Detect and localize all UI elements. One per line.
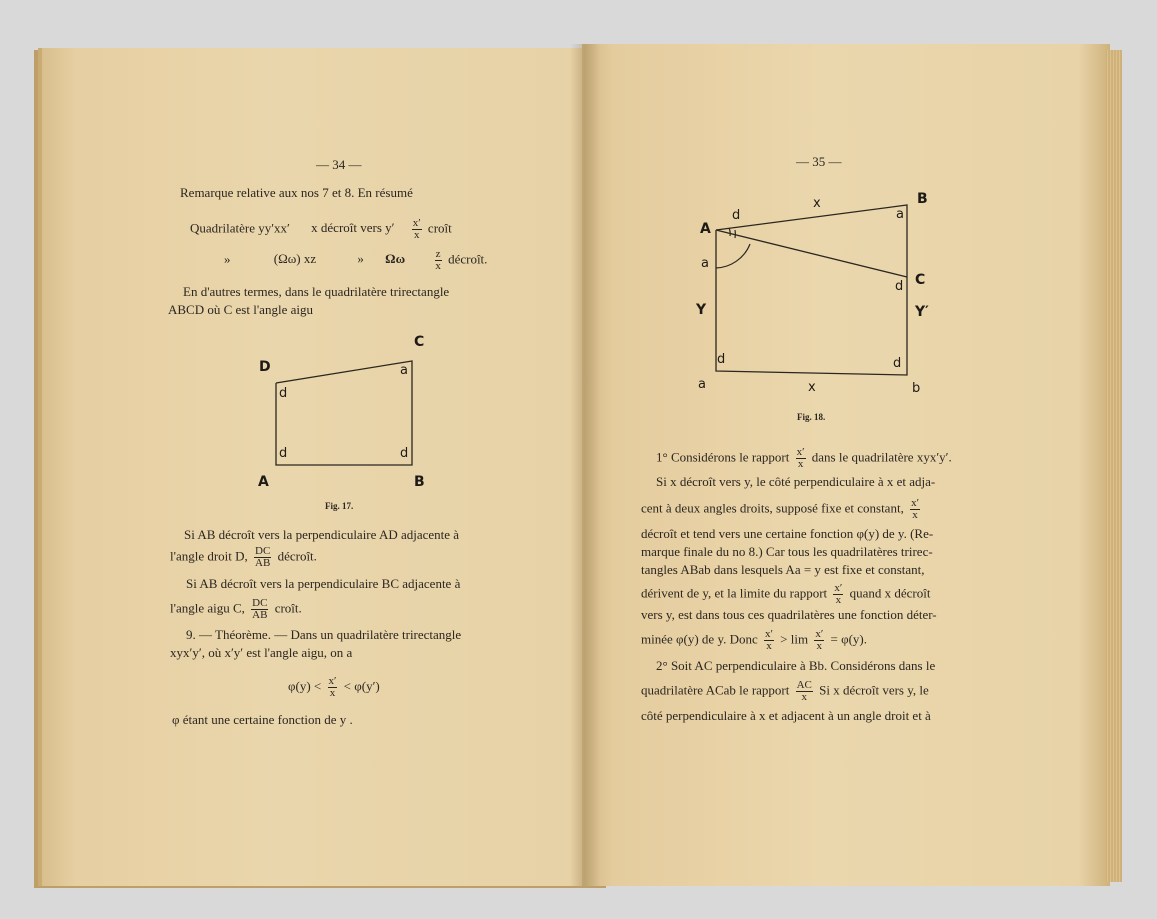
fig18-side-x-top: x: [813, 196, 821, 211]
para2-post: décroît.: [277, 548, 317, 564]
fig18-angle-a-A: a: [701, 256, 709, 271]
row2-omega: Ωω: [385, 251, 406, 267]
row2-ditto-b: »: [357, 251, 364, 267]
fig18-caption: Fig. 18.: [797, 412, 826, 422]
fig18-side-x-bottom: x: [808, 380, 816, 395]
left-last-line: φ étant une certaine fonction de y .: [172, 712, 353, 727]
r-p2-fraction: $\frac{x'}{x}$: [911, 497, 919, 521]
r-p3-fraction: $\frac{AC}{x}$: [796, 679, 812, 703]
r-p2-line6-fraction: $\frac{x'}{x}$: [834, 582, 843, 606]
fig18-label-Y: Y: [696, 302, 707, 318]
fig18-angle-a-B: a: [896, 207, 904, 222]
r-p3-line2: [641, 680, 929, 703]
row2-verb: décroît.: [448, 251, 488, 267]
fig17-label-C: C: [414, 334, 425, 350]
fig17-caption: Fig. 17.: [325, 501, 354, 511]
fig18-label-b-bottom: b: [912, 381, 921, 396]
para2-fraction: $\frac{DC}{AB}$: [255, 545, 271, 569]
para1-line2: ABCD où C est l'angle aigu: [168, 302, 313, 317]
r-p2-line8-fraction-1: $\frac{x'}{x}$: [765, 628, 773, 652]
fig18-label-a-bottom: a: [698, 377, 706, 392]
para3-fraction: $\frac{DC}{AB}$: [252, 597, 268, 621]
fig17-label-B: B: [414, 474, 425, 490]
r-p2-line8-pre: minée φ(y) de y. Donc: [641, 631, 758, 647]
fig17-angle-a: a: [400, 363, 408, 378]
r-p3-line2-pre: quadrilatère ACab le rapport: [641, 682, 790, 698]
formula-fraction: $\frac{x'}{x}$: [328, 675, 337, 699]
row1-fraction: $\frac{x'}{x}$: [412, 217, 421, 241]
r-p2-line8-mid: > lim: [780, 631, 809, 647]
right-page-number: — 35 —: [796, 154, 842, 169]
para2-line1: Si AB décroît vers la perpendiculaire AD adjacente à: [184, 527, 460, 542]
fig18-label-C: C: [915, 272, 926, 288]
fig18-angle-d-C: d: [895, 279, 904, 294]
r-p2-line8-post: = φ(y).: [830, 631, 867, 647]
r-p2-line5: tangles ABab dans lesquels Aa = y est fixe et constant,: [641, 562, 925, 577]
r-p2-line6-pre: dérivent de y, et la limite du rapport: [641, 585, 828, 601]
fig18-label-A: A: [700, 221, 711, 237]
r-p2-line8-fraction-2: $\frac{x'}{x}$: [815, 628, 824, 652]
r-p2-line7: vers y, est dans tous ces quadrilatères une fonction déter-: [641, 607, 937, 622]
r-p2-line8: [641, 629, 867, 652]
r-p2-line3: décroît et tend vers une certaine fonction φ(y) de y. (Re-: [641, 526, 934, 541]
formula-left: φ(y) <: [288, 678, 322, 694]
left-page-number: — 34 —: [316, 157, 362, 172]
fig18-label-Y-prime: Y′: [915, 304, 929, 320]
r-p2-line6-post: quand x décroît: [849, 585, 931, 601]
fig17-angle-d-bottom-right: d: [400, 446, 409, 461]
para3-pre: l'angle aigu C,: [170, 600, 245, 616]
row1-verb: croît: [427, 220, 452, 236]
r-p2-line4: marque finale du no 8.) Car tous les quadrilatères trirec-: [641, 544, 933, 559]
para3-line1: Si AB décroît vers la perpendiculaire BC adjacente à: [186, 576, 461, 591]
r-p3-line1: 2° Soit AC perpendiculaire à Bb. Considérons dans le: [656, 658, 936, 673]
r-p3-line3: côté perpendiculaire à x et adjacent à un angle droit et à: [641, 708, 931, 723]
theorem-line2: xyx′y′, où x′y′ est l'angle aigu, on a: [170, 645, 353, 660]
r-p3-line2-post: Si x décroît vers y, le: [819, 682, 929, 698]
row2-ditto-a: »: [224, 251, 231, 267]
fig17-angle-d-bottom-left: d: [279, 446, 288, 461]
fig18-angle-d-A: d: [732, 208, 741, 223]
fig17-label-D: D: [259, 359, 271, 375]
para2-pre: l'angle droit D,: [170, 548, 248, 564]
r-p2-line2-pre: cent à deux angles droits, supposé fixe et constant,: [641, 500, 904, 516]
fig18-angle-d-bottom-right: d: [893, 356, 902, 371]
r-p1: [656, 447, 952, 470]
r-p1-post: dans le quadrilatère xyx′y′.: [811, 449, 952, 465]
theorem-line1: 9. — Théorème. — Dans un quadrilatère trirectangle: [186, 627, 462, 642]
r-p1-pre: 1° Considérons le rapport: [656, 449, 790, 465]
formula-right: < φ(y′): [343, 678, 380, 694]
left-line-remarque: Remarque relative aux nos 7 et 8. En résumé: [180, 185, 413, 200]
r-p2-line1: Si x décroît vers y, le côté perpendiculaire à x et adja-: [656, 474, 936, 489]
fig17-label-A: A: [258, 474, 269, 490]
row2-quad: (Ωω) xz: [273, 251, 317, 267]
fig18-angle-d-bottom-left: d: [717, 352, 726, 367]
r-p1-fraction: $\frac{x'}{x}$: [796, 446, 805, 470]
r-p2-line6: [641, 583, 930, 606]
r-p2-line2: [641, 498, 923, 521]
row1-clause: x décroît vers y′: [311, 220, 395, 236]
fig17-angle-d-top: d: [279, 386, 288, 401]
para1-line1: En d'autres termes, dans le quadrilatère trirectangle: [183, 284, 450, 299]
fig18-label-B: B: [917, 191, 928, 207]
para3-post: croît.: [274, 600, 302, 616]
row1-label: Quadrilatère yy′xx′: [190, 220, 290, 236]
row2-fraction: $\frac{z}{x}$: [435, 248, 441, 272]
